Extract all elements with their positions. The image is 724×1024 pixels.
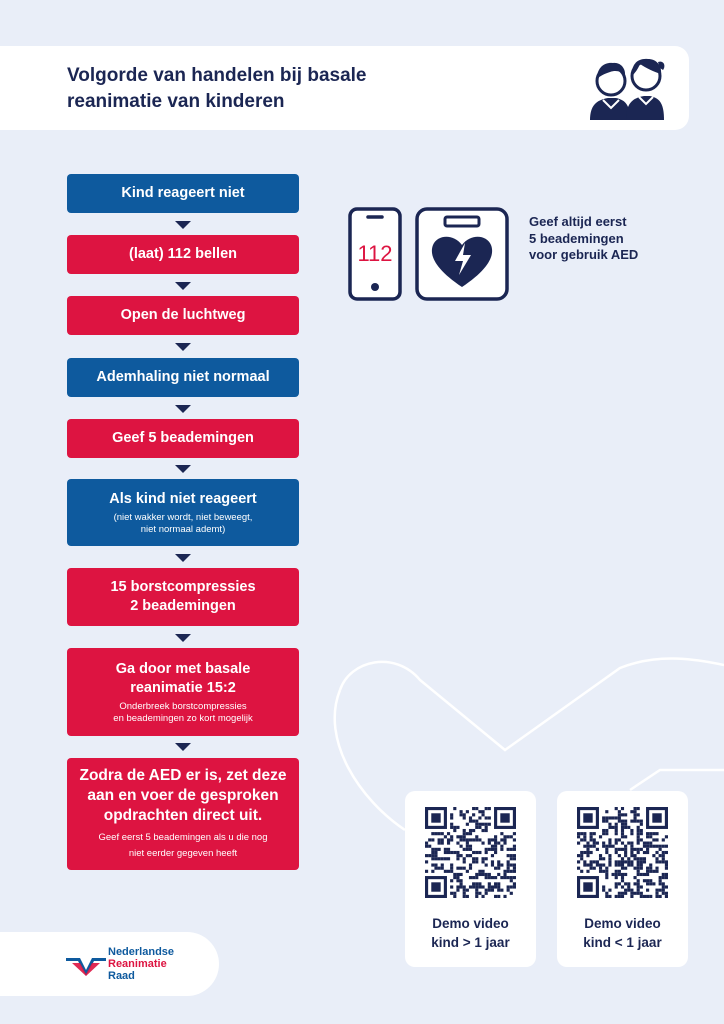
step-label — [116, 660, 251, 698]
step-open-airway — [67, 296, 299, 335]
arrow-down-icon — [175, 343, 191, 351]
step-sublabel-line: niet eerder gegeven heeft — [128, 848, 238, 859]
page-title — [67, 63, 487, 115]
step-label: Open de luchtweg — [120, 307, 246, 323]
aed-note-line: voor gebruik AED — [529, 247, 639, 262]
step-sublabel — [113, 701, 252, 725]
step-call-112 — [67, 235, 299, 274]
step-label: (laat) 112 bellen — [129, 246, 237, 262]
arrow-down-icon — [175, 465, 191, 473]
children-icon — [588, 54, 666, 120]
step-label: Kind reageert niet — [121, 185, 245, 201]
step-aed-instructions — [67, 758, 299, 870]
step-sublabel-line: (niet wakker wordt, niet beweegt, — [113, 511, 253, 523]
step-sublabel-line: Onderbreek borstcompressies — [119, 700, 247, 712]
step-label — [79, 766, 286, 826]
step-continue-cpr — [67, 648, 299, 736]
logo-text-line: Reanimatie — [108, 958, 167, 970]
qr-code-icon[interactable] — [425, 807, 516, 898]
arrow-down-icon — [175, 743, 191, 751]
arrow-down-icon — [175, 282, 191, 290]
qr-card-label — [405, 914, 536, 952]
arrow-down-icon — [175, 221, 191, 229]
step-sublabel — [98, 830, 267, 862]
step-child-unresponsive — [67, 174, 299, 213]
step-label-line: opdrachten direct uit. — [103, 807, 263, 824]
step-label: Als kind niet reageert — [109, 490, 257, 507]
qr-card-child-under-1[interactable] — [557, 791, 688, 967]
step-sublabel — [114, 512, 253, 536]
aed-note-line: Geef altijd eerst — [529, 214, 627, 229]
phone-number-text: 112 — [357, 241, 393, 266]
arrow-down-icon — [175, 634, 191, 642]
page-title-line1: Volgorde van handelen bij basale — [67, 65, 367, 86]
logo-heart-icon — [66, 954, 106, 976]
qr-card-label — [557, 914, 688, 952]
header-banner — [0, 46, 689, 130]
step-sublabel-line: niet normaal ademt) — [140, 523, 226, 535]
step-label: Ademhaling niet normaal — [96, 369, 270, 385]
step-label: Geef 5 beademingen — [112, 430, 254, 446]
page-title-line2: reanimatie van kinderen — [67, 91, 285, 112]
arrow-down-icon — [175, 554, 191, 562]
logo-text-line: Nederlandse — [108, 946, 175, 958]
aed-note — [529, 214, 689, 264]
qr-card-label-line: kind > 1 jaar — [431, 935, 510, 950]
step-compressions-breaths — [67, 568, 299, 626]
step-label-line: 15 borstcompressies — [110, 579, 256, 595]
logo-text — [108, 946, 174, 982]
arrow-down-icon — [175, 405, 191, 413]
aed-note-line: 5 beademingen — [529, 230, 624, 246]
step-label-line: 2 beademingen — [130, 598, 236, 614]
qr-card-child-over-1[interactable] — [405, 791, 536, 967]
aed-heart-icon — [415, 207, 509, 301]
step-label-line: reanimatie 15:2 — [130, 679, 236, 696]
phone-112-icon — [348, 207, 402, 301]
organization-logo — [0, 932, 219, 996]
step-sublabel-line: en beademingen zo kort mogelijk — [113, 712, 253, 724]
step-breathing-not-normal — [67, 358, 299, 397]
step-if-child-unresponsive — [67, 479, 299, 546]
qr-card-label-line: Demo video — [432, 916, 509, 931]
step-label — [110, 578, 255, 616]
step-give-5-breaths — [67, 419, 299, 458]
logo-text-line: Raad — [108, 970, 135, 982]
qr-code-icon[interactable] — [577, 807, 668, 898]
step-sublabel-line: Geef eerst 5 beademingen als u die nog — [98, 832, 268, 843]
step-label-line: aan en voer de gesproken — [87, 787, 279, 804]
qr-card-label-line: kind < 1 jaar — [583, 935, 662, 950]
step-label-line: Ga door met basale — [115, 660, 251, 677]
qr-card-label-line: Demo video — [584, 916, 661, 931]
step-label-line: Zodra de AED er is, zet deze — [79, 767, 287, 784]
